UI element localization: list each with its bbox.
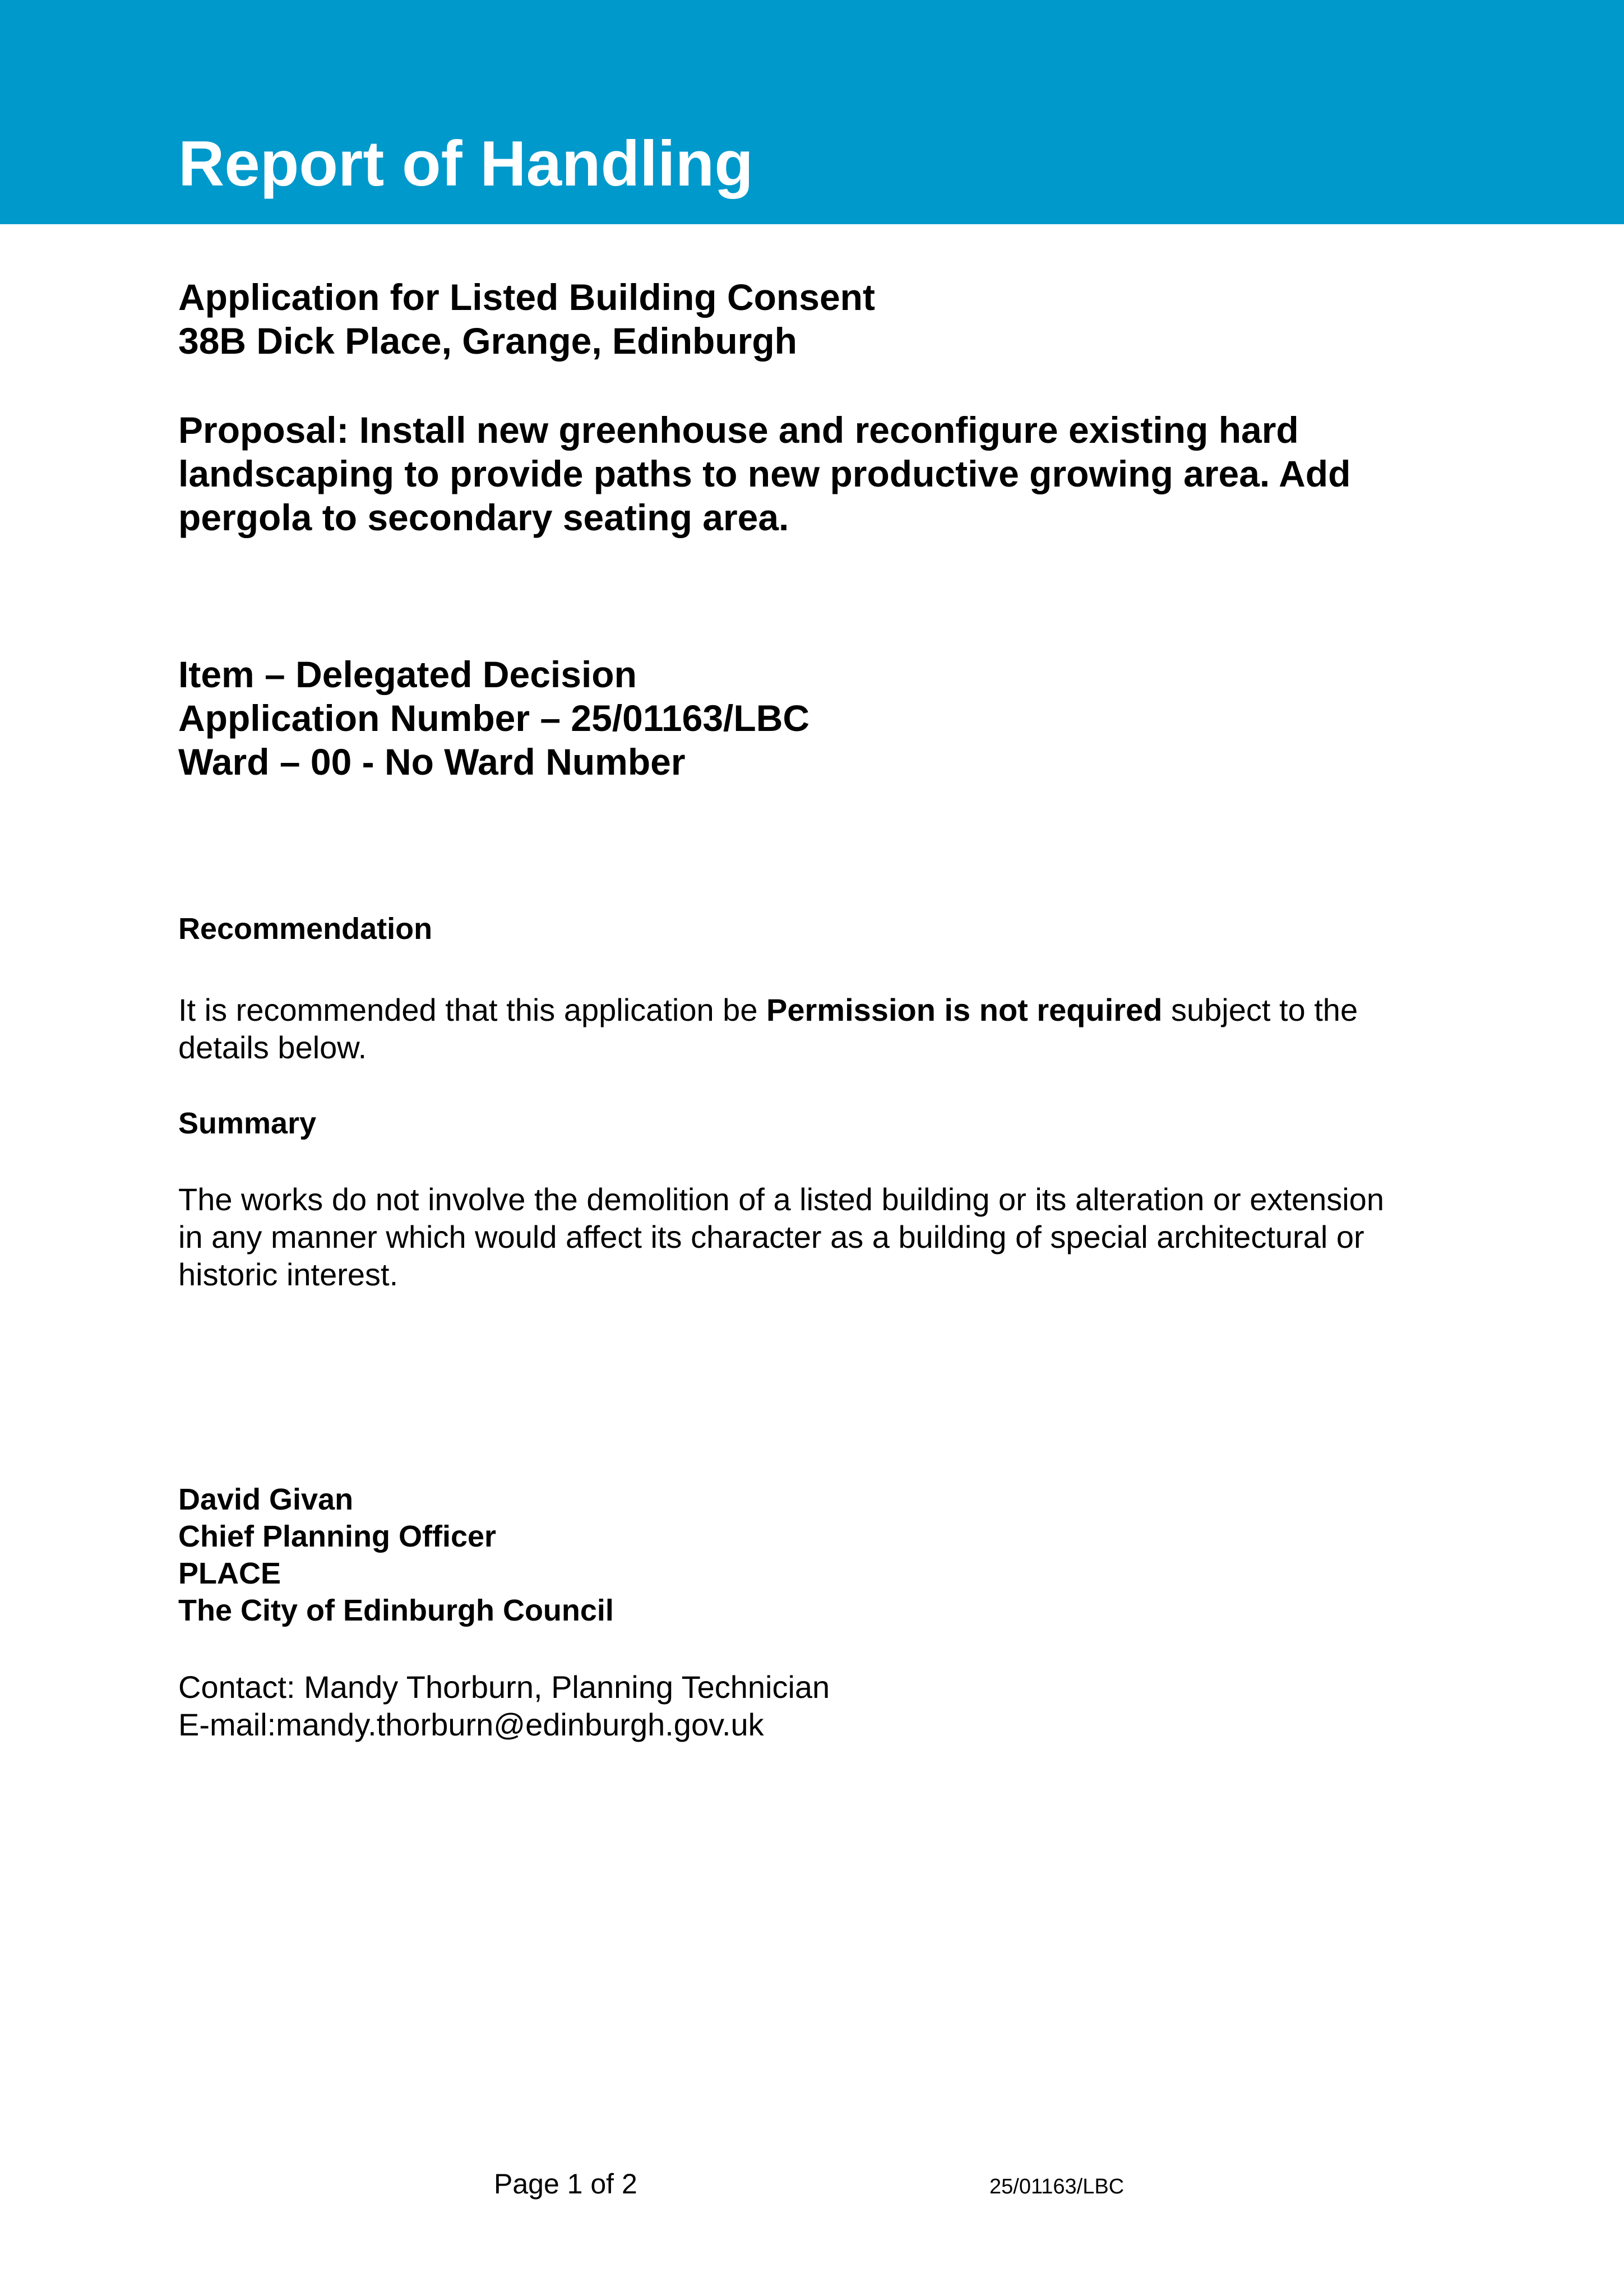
footer-reference: 25/01163/LBC (989, 2175, 1125, 2198)
proposal-heading (178, 408, 1468, 539)
item-info (178, 652, 1468, 784)
recommendation-line (178, 991, 1468, 1029)
summary-heading: Summary (178, 1107, 317, 1140)
summary-line: in any manner which would affect its character as a building of special architectural or (178, 1219, 1364, 1255)
recommendation-prefix: It is recommended that this application be (178, 992, 767, 1027)
contact-block (178, 1668, 1468, 1743)
application-heading (178, 275, 1468, 363)
recommendation-suffix: subject to the (1162, 992, 1358, 1027)
application-address: 38B Dick Place, Grange, Edinburgh (178, 320, 797, 362)
summary-text (178, 1181, 1468, 1293)
ward: Ward – 00 - No Ward Number (178, 741, 686, 783)
signatory-name: David Givan (178, 1483, 354, 1516)
proposal-line: landscaping to provide paths to new productive growing area. Add (178, 453, 1351, 494)
application-type: Application for Listed Building Consent (178, 276, 875, 318)
signatory-title: Chief Planning Officer (178, 1520, 497, 1553)
contact-email: E-mail:mandy.thorburn@edinburgh.gov.uk (178, 1707, 764, 1742)
recommendation-heading: Recommendation (178, 912, 433, 946)
header-banner (0, 0, 1624, 224)
signatory-department: PLACE (178, 1557, 281, 1590)
summary-line: historic interest. (178, 1257, 399, 1292)
item-decision: Item – Delegated Decision (178, 654, 637, 695)
recommendation-line: details below. (178, 1030, 367, 1065)
recommendation-text (178, 991, 1468, 1066)
application-number: Application Number – 25/01163/LBC (178, 697, 810, 739)
contact-name: Contact: Mandy Thorburn, Planning Technician (178, 1669, 830, 1705)
signatory-organisation: The City of Edinburgh Council (178, 1594, 614, 1627)
report-title: Report of Handling (178, 128, 753, 200)
signatory-block (178, 1481, 1468, 1629)
proposal-line: Proposal: Install new greenhouse and reconfigure existing hard (178, 409, 1299, 451)
recommendation-decision: Permission is not required (766, 992, 1163, 1027)
page-number: Page 1 of 2 (494, 2168, 637, 2200)
summary-line: The works do not involve the demolition of a listed building or its alteration or extension (178, 1182, 1384, 1217)
proposal-line: pergola to secondary seating area. (178, 497, 789, 538)
